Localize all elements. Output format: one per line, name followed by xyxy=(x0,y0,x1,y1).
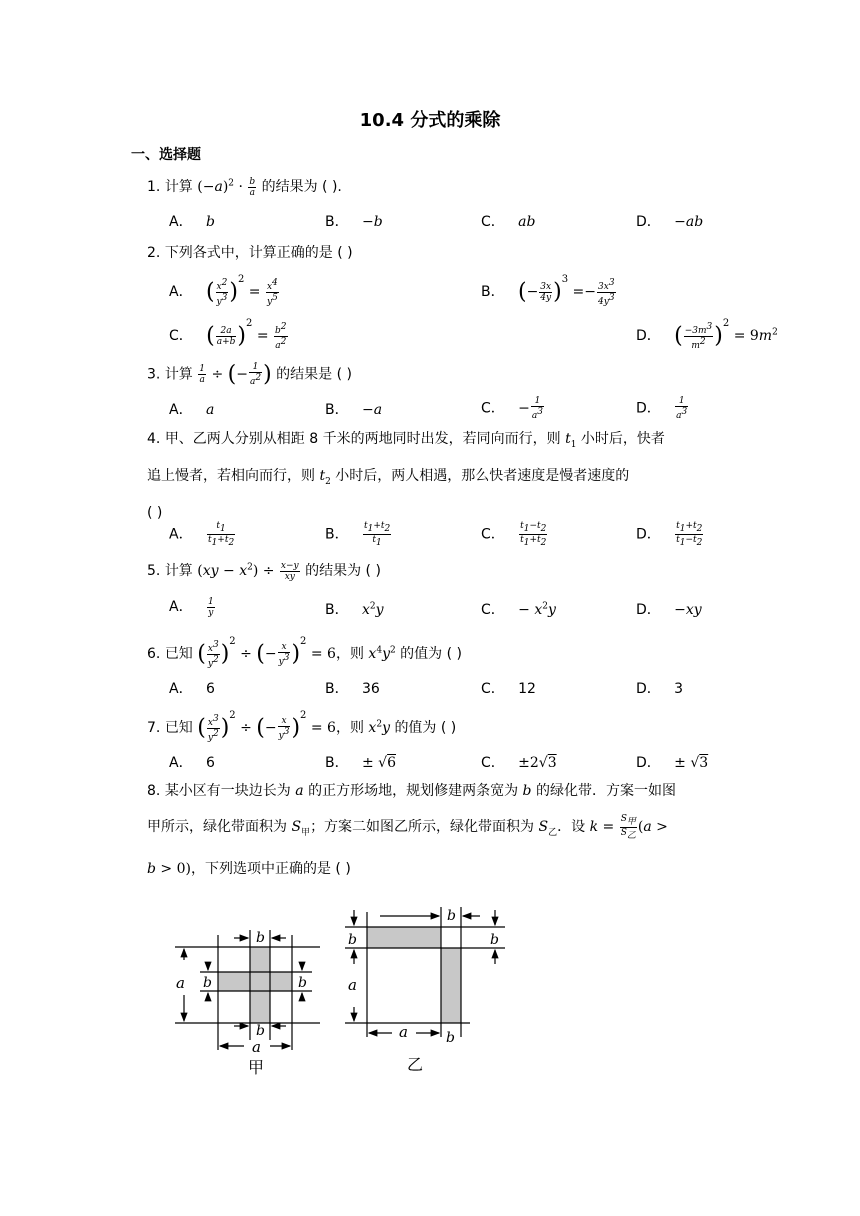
q1-option-b[interactable]: B． −b xyxy=(325,214,383,230)
q4-option-a[interactable]: A． $\frac{t_1}{t_1+t_2}$ xyxy=(169,521,235,548)
q2-option-d[interactable]: D． ( $\frac{-3m^3}{m^2}$ )$^2 = 9m^2$ xyxy=(636,318,778,351)
yi-label-b-bottom: b xyxy=(446,1030,455,1046)
q3-option-a[interactable]: A． a xyxy=(169,402,215,418)
q4-option-d[interactable]: D． $\frac{t_1+t_2}{t_1-t_2}$ xyxy=(636,521,703,548)
jia-label-a-bottom: a xyxy=(252,1038,261,1056)
q7-option-d[interactable]: D． ± √3 xyxy=(636,755,709,771)
q1-option-c[interactable]: C． ab xyxy=(481,214,536,230)
figure-jia xyxy=(170,925,320,1085)
figure-yi xyxy=(340,902,510,1077)
yi-caption: 乙 xyxy=(407,1055,424,1074)
q6-option-b[interactable]: B． 36 xyxy=(325,681,380,697)
jia-label-b-left: b xyxy=(203,975,212,991)
question-3: 3. 计算 $\frac{1}{a}$ ÷ (− $\frac{1}{a^2}$ ) 的结果是 ( ) xyxy=(147,362,352,387)
page-title: 10.4 分式的乘除 xyxy=(359,110,501,131)
q4-option-c[interactable]: C． $\frac{t_1-t_2}{t_1+t_2}$ xyxy=(481,521,547,548)
yi-label-b-right: b xyxy=(490,932,499,948)
q6-option-d[interactable]: D． 3 xyxy=(636,681,684,697)
q3-option-d[interactable]: D． $\frac{1}{a^3}$ xyxy=(636,396,688,421)
jia-label-b-bottom: b xyxy=(256,1023,265,1039)
q6-option-a[interactable]: A． 6 xyxy=(169,681,215,697)
question-5: 5. 计算 $(xy - x^2)$ ÷ $\frac{x-y}{xy}$ 的结果为 ( ) xyxy=(147,560,381,582)
question-4: 4. 甲、乙两人分别从相距 8 千米的两地同时出发，若同向而行，则 $t_1$ 小时后，快者 追上慢者，若相向而行，则 $t_2$ 小时后，两人相遇，那么快者速度是慢者速度的 ( ) xyxy=(147,431,665,521)
jia-label-b-top: b xyxy=(256,930,265,946)
q5-option-d[interactable]: D． −xy xyxy=(636,602,702,618)
q3-option-b[interactable]: B． −a xyxy=(325,402,383,418)
q2-option-a[interactable]: A． ( $\frac{x^2}{y^3}$ )$^2$ = $\frac{x^4}{y^5}$ xyxy=(169,274,278,307)
section-heading: 一、选择题 xyxy=(131,147,201,163)
question-6: 6. 已知 ( $\frac{x^3}{y^2}$ )$^2$ ÷ (− $\frac{x}{y^3}$ )$^2$ = 6，则 $x^4y^2$ 的值为 ( ) xyxy=(147,636,462,669)
q7-option-c[interactable]: C． ±2√3 xyxy=(481,755,557,771)
jia-vertical-strip xyxy=(250,947,270,1023)
q4-option-b[interactable]: B． $\frac{t_1+t_2}{t_1}$ xyxy=(325,521,391,548)
q7-option-a[interactable]: A． 6 xyxy=(169,755,215,771)
question-1: 1. 计算 $(-a)^2$ · $\frac{b}{a}$ 的结果为 ( ). xyxy=(147,176,342,198)
yi-label-a-left: a xyxy=(348,976,357,994)
yi-label-b-top: b xyxy=(447,908,456,924)
q3-option-c[interactable]: C． − $\frac{1}{a^3}$ xyxy=(481,396,543,421)
q1-option-d[interactable]: D． −ab xyxy=(636,214,704,230)
jia-label-b-right: b xyxy=(298,975,307,991)
question-7: 7. 已知 ( $\frac{x^3}{y^2}$ )$^2$ ÷ (− $\frac{x}{y^3}$ )$^2$ = 6，则 $x^2y$ 的值为 ( ) xyxy=(147,710,457,743)
yi-label-a-bottom: a xyxy=(399,1023,408,1041)
q5-option-b[interactable]: B． $x^2y$ xyxy=(325,601,384,618)
jia-caption: 甲 xyxy=(248,1058,265,1077)
q7-option-b[interactable]: B． ± √6 xyxy=(325,755,396,771)
q1-option-a[interactable]: A． b xyxy=(169,214,215,230)
yi-horizontal-strip xyxy=(367,927,441,948)
q5-option-a[interactable]: A． $\frac{1}{y}$ xyxy=(169,596,214,618)
q2-option-c[interactable]: C． ( $\frac{2a}{a+b}$ )$^2$ = $\frac{b^2}{a^2}$ xyxy=(169,318,287,351)
q2-option-b[interactable]: B． (− $\frac{3x}{4y}$ )$^3$ =− $\frac{3x^3}{4y^3}$ xyxy=(481,274,615,307)
jia-label-a-left: a xyxy=(176,974,185,992)
question-8: 8. 某小区有一块边长为 a 的正方形场地，规划修建两条宽为 b 的绿化带．方案一如图 甲所示，绿化带面积为 $S_甲$；方案二如图乙所示，绿化带面积为 $S_乙$．设 k = $\frac{S_甲}{S_乙}$ (a > b > 0)，下列选项中正确的是 ( ) xyxy=(147,783,676,877)
q5-option-c[interactable]: C． − $x^2y$ xyxy=(481,601,556,618)
yi-label-b-left: b xyxy=(348,932,357,948)
yi-vertical-strip xyxy=(441,948,461,1023)
question-2: 2. 下列各式中，计算正确的是 ( ) xyxy=(147,245,353,261)
q6-option-c[interactable]: C． 12 xyxy=(481,681,536,697)
